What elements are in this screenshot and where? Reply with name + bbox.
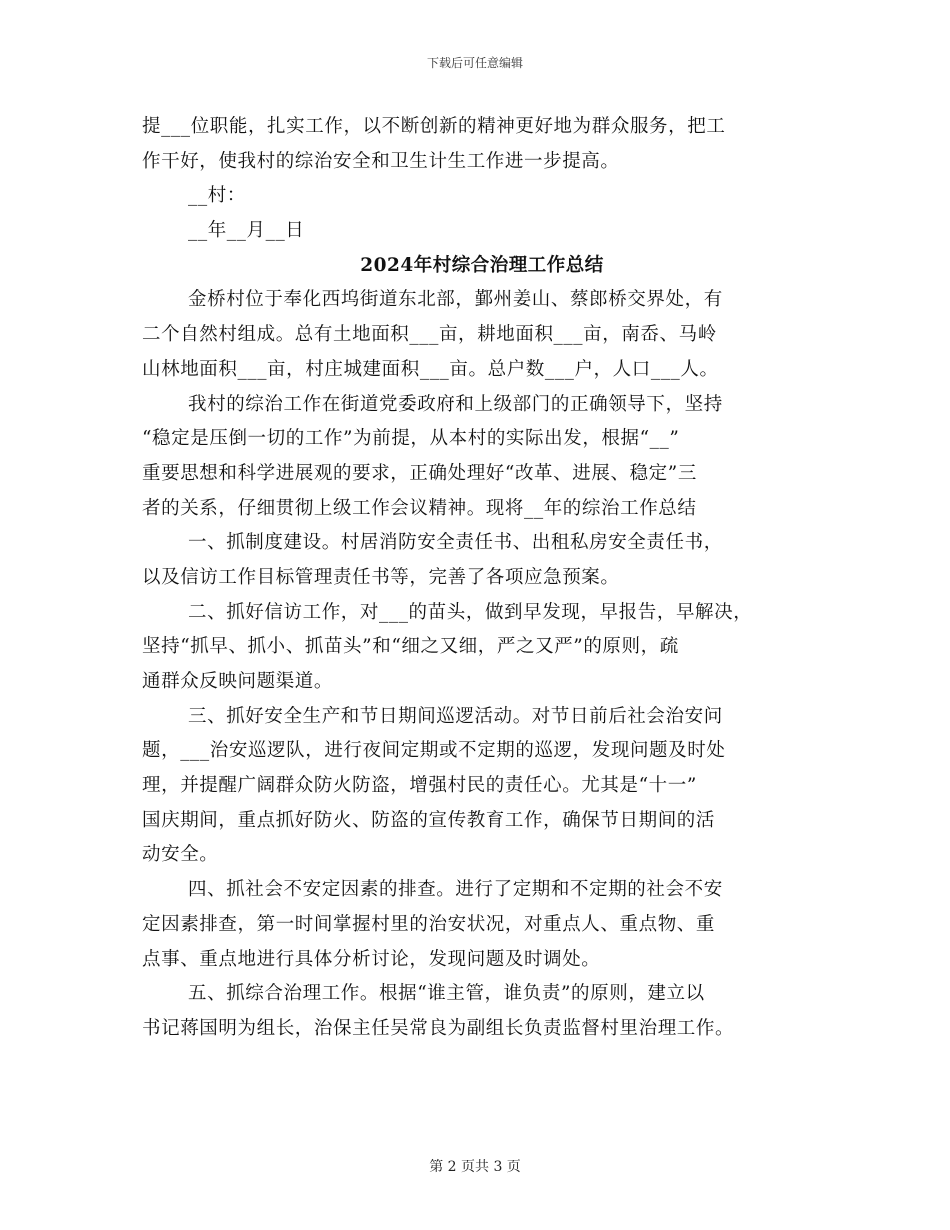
paragraph-line: 以及信访工作目标管理责任书等，完善了各项应急预案。 [142,566,620,588]
paragraph-line: 者的关系，仔细贯彻上级工作会议精神。现将__年的综治工作总结 [142,497,697,519]
paragraph-line: “稳定是压倒一切的工作”为前提，从本村的实际出发，根据“__” [142,428,680,450]
signature-village: __村： [188,185,246,207]
paragraph-line: 一、抓制度建设。村居消防安全责任书、出租私房安全责任书， [188,532,723,554]
paragraph-line: 坚持“抓早、抓小、抓苗头”和“细之又细，严之又严”的原则，疏 [142,636,679,658]
paragraph-line: 点事、重点地进行具体分析讨论，发现问题及时调处。 [142,948,601,970]
paragraph-line: 动安全。 [142,844,219,866]
page-header: 下载后可任意编辑 [426,56,523,70]
paragraph-line: 我村的综治工作在街道党委政府和上级部门的正确领导下，坚持 [188,393,723,415]
paragraph-line: 作干好，使我村的综治安全和卫生计生工作进一步提高。 [142,150,620,172]
paragraph-line: 通群众反映问题渠道。 [142,671,334,692]
page-footer: 第 2 页共 3 页 [429,1159,521,1175]
document-body [142,110,822,1047]
signature-date: __年__月__日 [188,220,305,242]
paragraph-line: 国庆期间，重点抓好防火、防盗的宣传教育工作，确保节日期间的活 [142,809,716,831]
paragraph-line: 三、抓好安全生产和节日期间巡逻活动。对节日前后社会治安问 [188,705,723,727]
paragraph-line: 书记蒋国明为组长，治保主任吴常良为副组长负责监督村里治理工作。 [142,1017,735,1039]
paragraph-line: 四、抓社会不安定因素的排查。进行了定期和不定期的社会不安 [188,879,723,901]
paragraph-line: 定因素排查，第一时间掌握村里的治安状况，对重点人、重点物、重 [142,913,716,935]
paragraph-line: 金桥村位于奉化西坞街道东北部，鄞州姜山、蔡郎桥交界处，有 [188,289,723,311]
paragraph-line: 重要思想和科学进展观的要求，正确处理好“改革、进展、稳定”三 [142,462,697,484]
paragraph-line: 理，并提醒广阔群众防火防盗，增强村民的责任心。尤其是“十一” [142,775,697,797]
paragraph-line: 提___位职能，扎实工作，以不断创新的精神更好地为群众服务，把工 [142,116,726,137]
paragraph-line: 山林地面积___亩，村庄城建面积___亩。总户数___户，人口___人。 [142,358,719,380]
paragraph-line: 题，___治安巡逻队，进行夜间定期或不定期的巡逻，发现问题及时处 [142,740,726,762]
document-title: 2024年村综合治理工作总结 [360,254,604,276]
paragraph-line: 二个自然村组成。总有土地面积___亩，耕地面积___亩，南岙、马岭 [142,324,717,346]
paragraph-line: 二、抓好信访工作，对___的苗头，做到早发现，早报告，早解决， [188,601,753,623]
paragraph-line: 五、抓综合治理工作。根据“谁主管，谁负责”的原则，建立以 [188,983,705,1005]
